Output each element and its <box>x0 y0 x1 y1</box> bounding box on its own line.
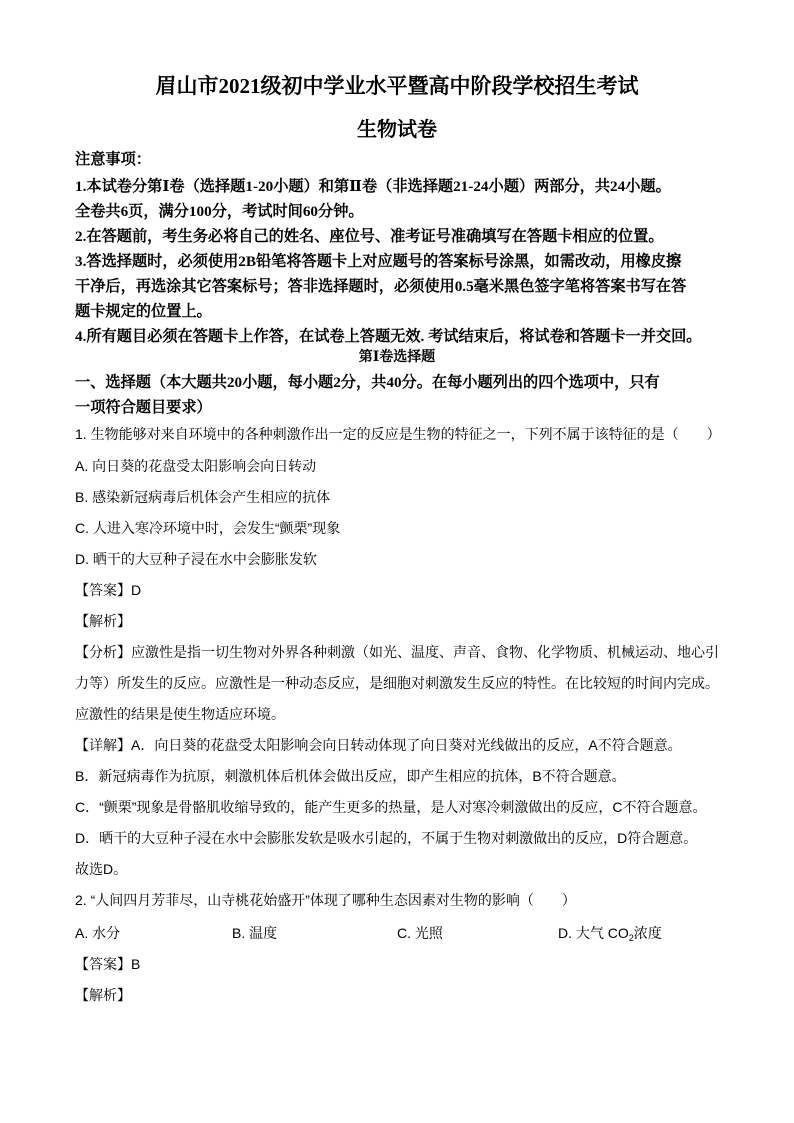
question-1-explain-line: 力等）所发生的反应。应激性是一种动态反应，是细胞对刺激发生反应的特性。在比较短的时间内完成。 <box>75 675 719 691</box>
question-1-explain-line: 应激性的结果是使生物适应环境。 <box>75 706 285 722</box>
question-2-option-a: A. 水分 <box>75 925 121 941</box>
question-1-explain-line: 【分析】应激性是指一切生物对外界各种刺激（如光、温度、声音、食物、化学物质、机械运动、地心引 <box>75 644 719 660</box>
section-heading-line: 一项符合题目要求） <box>75 399 212 416</box>
notice-line: 4.所有题目必须在答题卡上作答，在试卷上答题无效. 考试结束后，将试卷和答题卡一并交回。 <box>75 328 702 345</box>
question-2-option-c: C. 光照 <box>397 925 443 941</box>
notice-line: 3.答选择题时，必须使用2B铅笔将答题卡上对应题号的答案标号涂黑，如需改动，用橡皮擦 <box>75 253 682 270</box>
question-1-detail-line: 【详解】A．向日葵的花盘受太阳影响会向日转动体现了向日葵对光线做出的反应，A不符合题意。 <box>75 737 682 753</box>
question-1-answer: 【答案】D <box>75 582 142 598</box>
notice-line: 1.本试卷分第Ⅰ卷（选择题1-20小题）和第Ⅱ卷（非选择题21-24小题）两部分，共24小题。 <box>75 178 671 195</box>
question-1-option-a: A. 向日葵的花盘受太阳影响会向日转动 <box>75 458 317 474</box>
question-1-detail-line: D．晒干的大豆种子浸在水中会膨胀发软是吸水引起的，不属于生物对刺激做出的反应，D符合题意。 <box>75 830 698 846</box>
question-2-stem: 2. “人间四月芳菲尽，山寺桃花始盛开”体现了哪种生态因素对生物的影响（ ） <box>75 892 576 908</box>
notice-line: 2.在答题前，考生务必将自己的姓名、座位号、准考证号准确填写在答题卡相应的位置。 <box>75 228 664 245</box>
question-2-option-d <box>558 923 662 943</box>
question-1-option-c: C. 人进入寒冷环境中时，会发生“颤栗”现象 <box>75 520 341 536</box>
co2-subscript: 2 <box>628 933 634 943</box>
question-1-analysis-label: 【解析】 <box>75 613 131 629</box>
question-2-analysis-label: 【解析】 <box>75 987 131 1003</box>
notice-heading: 注意事项： <box>75 151 151 168</box>
part1-heading: 第Ⅰ卷选择题 <box>358 350 436 365</box>
question-2-answer: 【答案】B <box>75 956 141 972</box>
question-1-detail-line: 故选D。 <box>75 861 128 877</box>
section-heading-line: 一、选择题（本大题共20小题，每小题2分，共40分。在每小题列出的四个选项中，只有 <box>75 374 660 391</box>
exam-title: 眉山市2021级初中学业水平暨高中阶段学校招生考试 <box>155 74 639 98</box>
question-2-option-b: B. 温度 <box>232 925 278 941</box>
notice-line: 题卡规定的位置上。 <box>75 303 212 320</box>
question-1-option-b: B. 感染新冠病毒后机体会产生相应的抗体 <box>75 489 331 505</box>
question-1-detail-line: C．“颤栗”现象是骨骼肌收缩导致的，能产生更多的热量，是人对寒冷刺激做出的反应，C不符合题意。 <box>75 799 707 815</box>
question-1-detail-line: B．新冠病毒作为抗原，刺激机体后机体会做出反应，即产生相应的抗体，B不符合题意。 <box>75 768 626 784</box>
question-1-option-d: D. 晒干的大豆种子浸在水中会膨胀发软 <box>75 551 317 567</box>
exam-subtitle: 生物试卷 <box>357 119 437 141</box>
option-d-prefix: D. 大气 CO <box>558 925 629 941</box>
question-1-stem: 1. 生物能够对来自环境中的各种刺激作出一定的反应是生物的特征之一，下列不属于该特征的是（ ） <box>75 426 721 442</box>
notice-line: 干净后，再选涂其它答案标号；答非选择题时，必须使用0.5毫米黑色签字笔将答案书写在答 <box>75 278 687 295</box>
notice-line: 全卷共6页，满分100分，考试时间60分钟。 <box>75 203 364 220</box>
option-d-suffix: 浓度 <box>633 925 662 941</box>
